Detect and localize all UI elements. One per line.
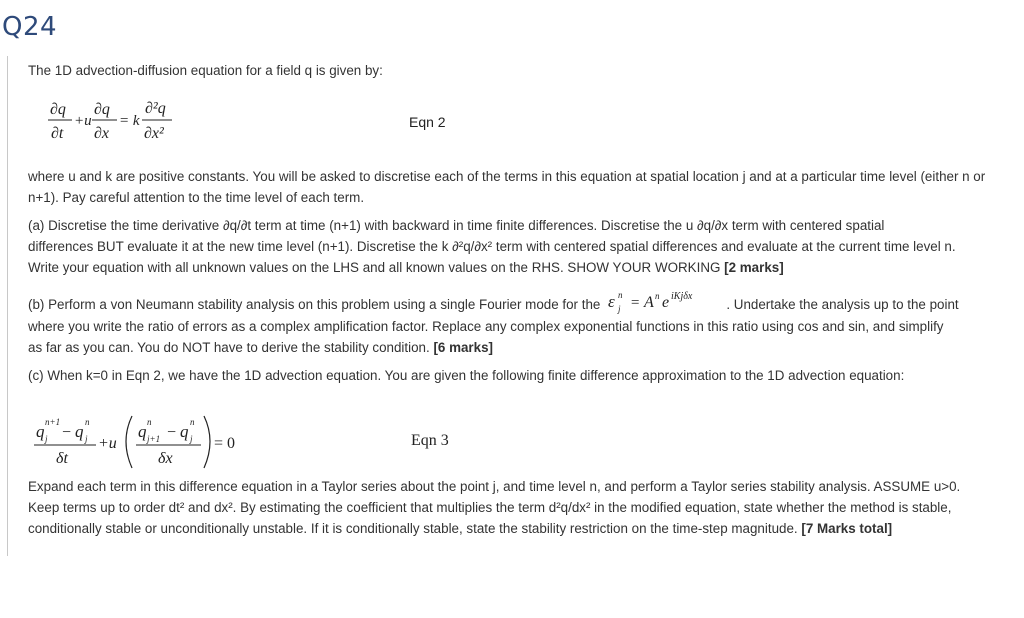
epsilon-sup-n: n xyxy=(618,290,623,300)
epsilon-equals: = xyxy=(630,295,641,311)
epsilon-e: e xyxy=(662,294,670,311)
paragraph-1: where u and k are positive constants. You will be asked to discretise each of the terms in this equation at spatial location j and at a particular time level (either n or n+1). Pay careful attention to the time level of each term. xyxy=(28,169,986,205)
eqn2-equals-k: = k xyxy=(119,113,140,129)
eqn3-q2b-sup: n xyxy=(190,417,195,427)
eqn3-q2b: q xyxy=(180,422,189,441)
eqn3-formula xyxy=(32,410,252,472)
part-c-marks: [7 Marks total] xyxy=(801,521,893,536)
eqn2-label: Eqn 2 xyxy=(409,114,446,130)
epsilon-A: A xyxy=(644,294,655,311)
part-b-line-1-pre: (b) Perform a von Neumann stability analysis on this problem using a single Fourier mode for the xyxy=(28,296,601,312)
part-b-marks: [6 marks] xyxy=(433,340,493,355)
eqn3-den1: δt xyxy=(56,450,68,467)
eqn3-q2: q xyxy=(138,422,147,441)
part-b-line-1 xyxy=(28,290,959,321)
eqn2-formula xyxy=(44,96,194,148)
eqn3-left-paren xyxy=(126,416,132,468)
part-a-line-1: (a) Discretise the time derivative ∂q/∂t term at time (n+1) with backward in time finite differences. Discretise the u ∂q/∂x term with centered spatial xyxy=(28,218,885,233)
part-a-marks: [2 marks] xyxy=(724,260,784,275)
epsilon-A-sup: n xyxy=(655,291,660,301)
eqn3-q2-sup: n xyxy=(147,417,152,427)
eqn3-q1-sup: n+1 xyxy=(45,417,61,427)
eqn2-d3-den: ∂x² xyxy=(144,125,164,142)
epsilon-formula xyxy=(608,290,718,321)
eqn2-plus-u: +u xyxy=(74,113,92,129)
eqn3-q2-sub: j+1 xyxy=(147,434,161,444)
part-b-line-3-text: as far as you can. You do NOT have to derive the stability condition. xyxy=(28,340,434,355)
eqn3-q2b-sub: j xyxy=(190,434,193,444)
epsilon-sub-j: j xyxy=(618,304,621,314)
eqn3-minus1: − xyxy=(62,424,72,441)
question-number: Q24 xyxy=(2,12,58,42)
part-b-line-1-post: . Undertake the analysis up to the point xyxy=(726,296,959,312)
eqn3-q1b: q xyxy=(75,422,84,441)
eqn3-q1-sub: j xyxy=(45,434,48,444)
part-c-para-line-2: Keep terms up to order dt² and dx². By estimating the coefficient that multiplies the term d²q/dx² in the modified equation, state whether the method is stable, xyxy=(28,500,952,515)
eqn2-d2-num: ∂q xyxy=(94,101,110,118)
eqn3-right-paren xyxy=(204,416,210,468)
part-c-line-1: (c) When k=0 in Eqn 2, we have the 1D advection equation. You are given the following finite difference approximation to the 1D advection equation: xyxy=(28,368,905,383)
part-a-line-3-text: Write your equation with all unknown values on the LHS and all known values on the RHS. SHOW YOUR WORKING xyxy=(28,260,725,275)
eqn3-plus-u: +u xyxy=(98,435,117,452)
part-c-para-line-3 xyxy=(28,519,892,540)
part-a-line-2: differences BUT evaluate it at the new time level (n+1). Discretise the k ∂²q/∂x² term with centered spatial differences and evaluate at the current time level n. xyxy=(28,239,956,254)
eqn3-q1b-sub: j xyxy=(85,434,88,444)
part-c-para-line-1: Expand each term in this difference equation in a Taylor series about the point j, and time level n, and perform a Taylor series stability analysis. ASSUME u>0. xyxy=(28,479,961,494)
eqn3-equals-zero: = 0 xyxy=(214,435,236,452)
part-b-line-2: where you write the ratio of errors as a complex amplification factor. Replace any complex exponential functions in this ratio using cos and sin, and simplify xyxy=(28,319,944,334)
eqn2-d1-den: ∂t xyxy=(51,125,64,142)
eqn3-q1: q xyxy=(36,422,45,441)
eqn2-d1-num: ∂q xyxy=(50,101,66,118)
eqn2-d3-num: ∂²q xyxy=(145,100,166,117)
eqn3-den2: δx xyxy=(158,450,173,467)
epsilon-exponent: iKjδx xyxy=(671,291,693,302)
part-a-line-3 xyxy=(28,258,784,279)
part-b-line-3 xyxy=(28,338,493,359)
eqn3-q1b-sup: n xyxy=(85,417,90,427)
left-rule xyxy=(7,56,8,556)
intro-text: The 1D advection-diffusion equation for a field q is given by: xyxy=(28,63,383,78)
epsilon-formula-svg xyxy=(608,290,718,314)
epsilon-symbol: ε xyxy=(608,292,616,311)
eqn3-label: Eqn 3 xyxy=(411,432,449,449)
eqn3-minus2: − xyxy=(167,424,177,441)
eqn2-d2-den: ∂x xyxy=(94,125,110,142)
part-c-para-line-3-text: conditionally stable or unconditionally unstable. If it is conditionally stable, state the stability restriction on the time-step magnitude. xyxy=(28,521,802,536)
